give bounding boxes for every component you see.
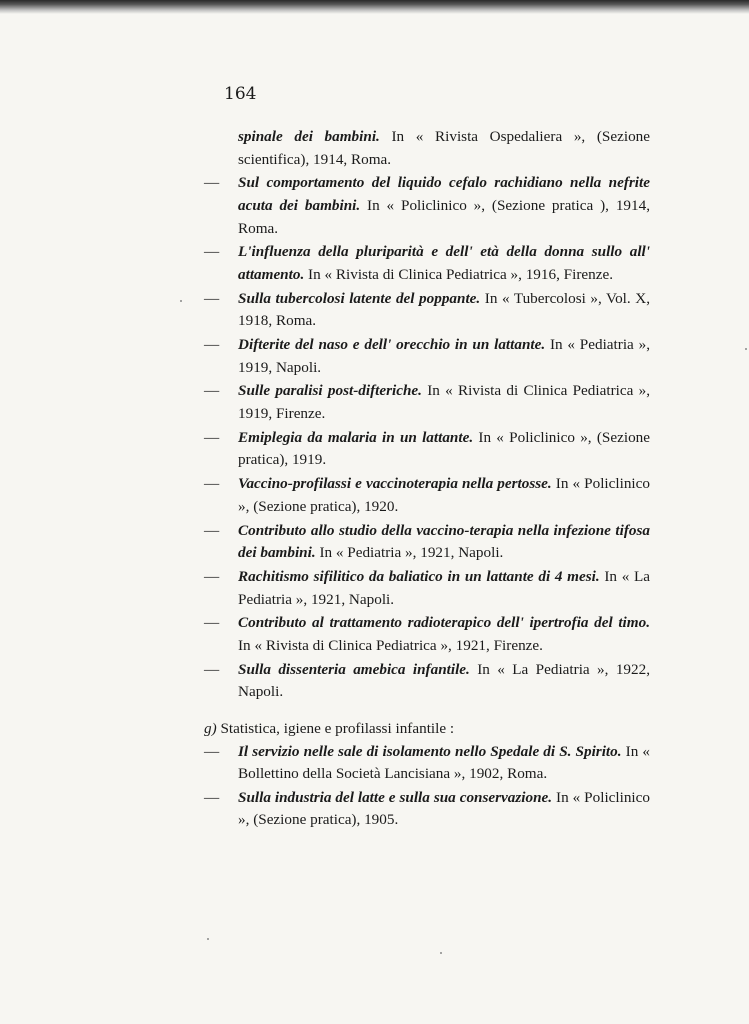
scan-speck xyxy=(180,300,182,302)
entry-dash: — xyxy=(204,660,220,678)
page-number: 164 xyxy=(224,84,257,104)
entry-citation: In « La Pediatria », 1921, Napoli. xyxy=(238,567,651,608)
entries-list-after xyxy=(200,741,650,833)
entry-dash: — xyxy=(204,567,220,585)
entry-title: Contributo allo studio della vaccino-terapia nella infezione tifosa dei bambini. xyxy=(238,521,650,562)
entry-citation: In « Policlinico », (Sezione pratica), 1905. xyxy=(238,788,650,829)
entry-citation: In « La Pediatria », 1922, Napoli. xyxy=(238,660,650,701)
entry-title: Contributo al trattamento radioterapico dell' ipertrofia del timo. xyxy=(238,614,650,632)
entry-dash: — xyxy=(204,336,220,354)
entry-dash: — xyxy=(204,614,220,632)
bibliography-entry xyxy=(200,126,650,171)
bibliography-entry xyxy=(200,334,650,379)
entry-citation: In « Bollettino della Società Lancisiana », 1902, Roma. xyxy=(238,742,650,783)
entry-title: Sulla industria del latte e sulla sua conservazione. xyxy=(238,788,553,806)
entries-list-before xyxy=(200,126,650,704)
entry-citation: In « Rivista Ospedaliera », (Sezione scientifica), 1914, Roma. xyxy=(238,128,650,168)
scan-speck xyxy=(207,938,209,940)
bibliography-entry xyxy=(200,787,650,832)
entry-title: Emiplegia da malaria in un lattante. xyxy=(238,428,474,446)
entry-citation: In « Pediatria », 1921, Napoli. xyxy=(315,544,504,562)
entry-dash: — xyxy=(204,475,220,493)
scan-speck xyxy=(745,348,747,350)
entry-dash: — xyxy=(204,428,220,446)
entry-title: Sulla tubercolosi latente del poppante. xyxy=(238,289,481,307)
section-title: Statistica, igiene e profilassi infantile : xyxy=(216,719,455,737)
entry-dash: — xyxy=(204,521,220,539)
entry-title: Difterite del naso e dell' orecchio in un lattante. xyxy=(238,336,546,354)
entry-citation: In « Policlinico », (Sezione pratica ), 1914, Roma. xyxy=(238,196,650,237)
entry-dash: — xyxy=(204,382,220,400)
entry-citation: In « Rivista di Clinica Pediatrica », 1921, Firenze. xyxy=(238,636,543,654)
bibliography-list xyxy=(200,126,650,832)
bibliography-entry xyxy=(200,473,650,518)
bibliography-entry xyxy=(200,241,650,286)
entry-citation: In « Rivista di Clinica Pediatrica », 1916, Firenze. xyxy=(304,265,613,283)
bibliography-entry xyxy=(200,612,650,657)
entry-dash: — xyxy=(204,243,220,261)
scan-top-edge xyxy=(0,0,749,14)
section-heading-g xyxy=(200,718,650,741)
entry-dash: — xyxy=(204,174,220,192)
entry-dash: — xyxy=(204,788,220,806)
entry-citation: In « Tubercolosi », Vol. X, 1918, Roma. xyxy=(238,289,650,330)
bibliography-entry xyxy=(200,427,650,472)
bibliography-entry xyxy=(200,380,650,425)
entry-title: Il servizio nelle sale di isolamento nello Spedale di S. Spirito. xyxy=(238,742,622,760)
entry-title: Rachitismo sifilitico da baliatico in un lattante di 4 mesi. xyxy=(238,567,600,585)
scan-speck xyxy=(440,952,442,954)
entry-title: Vaccino-profilassi e vaccinoterapia nella pertosse. xyxy=(238,475,552,493)
entry-citation: In « Policlinico », (Sezione pratica), 1919. xyxy=(238,428,650,469)
bibliography-entry xyxy=(200,172,650,240)
entry-title: Sul comportamento del liquido cefalo rachidiano nella nefrite acuta dei bambini. xyxy=(238,174,650,214)
bibliography-entry xyxy=(200,659,650,704)
entry-dash: — xyxy=(204,742,220,760)
bibliography-entry xyxy=(200,520,650,565)
entry-title: Sulla dissenteria amebica infantile. xyxy=(238,660,470,678)
entry-citation: In « Pediatria », 1919, Napoli. xyxy=(238,336,650,376)
bibliography-entry xyxy=(200,741,650,786)
entry-title: spinale dei bambini. xyxy=(238,128,380,145)
bibliography-entry xyxy=(200,288,650,333)
bibliography-entry xyxy=(200,566,650,611)
entry-citation: In « Policlinico », (Sezione pratica), 1920. xyxy=(238,475,650,515)
entry-title: L'influenza della pluriparità e dell' età della donna sullo all' attamento. xyxy=(238,243,650,283)
section-letter: g) xyxy=(204,719,217,737)
entry-citation: In « Rivista di Clinica Pediatrica », 1919, Firenze. xyxy=(238,382,650,423)
entry-title: Sulle paralisi post-difteriche. xyxy=(238,382,422,400)
entry-dash: — xyxy=(204,289,220,307)
